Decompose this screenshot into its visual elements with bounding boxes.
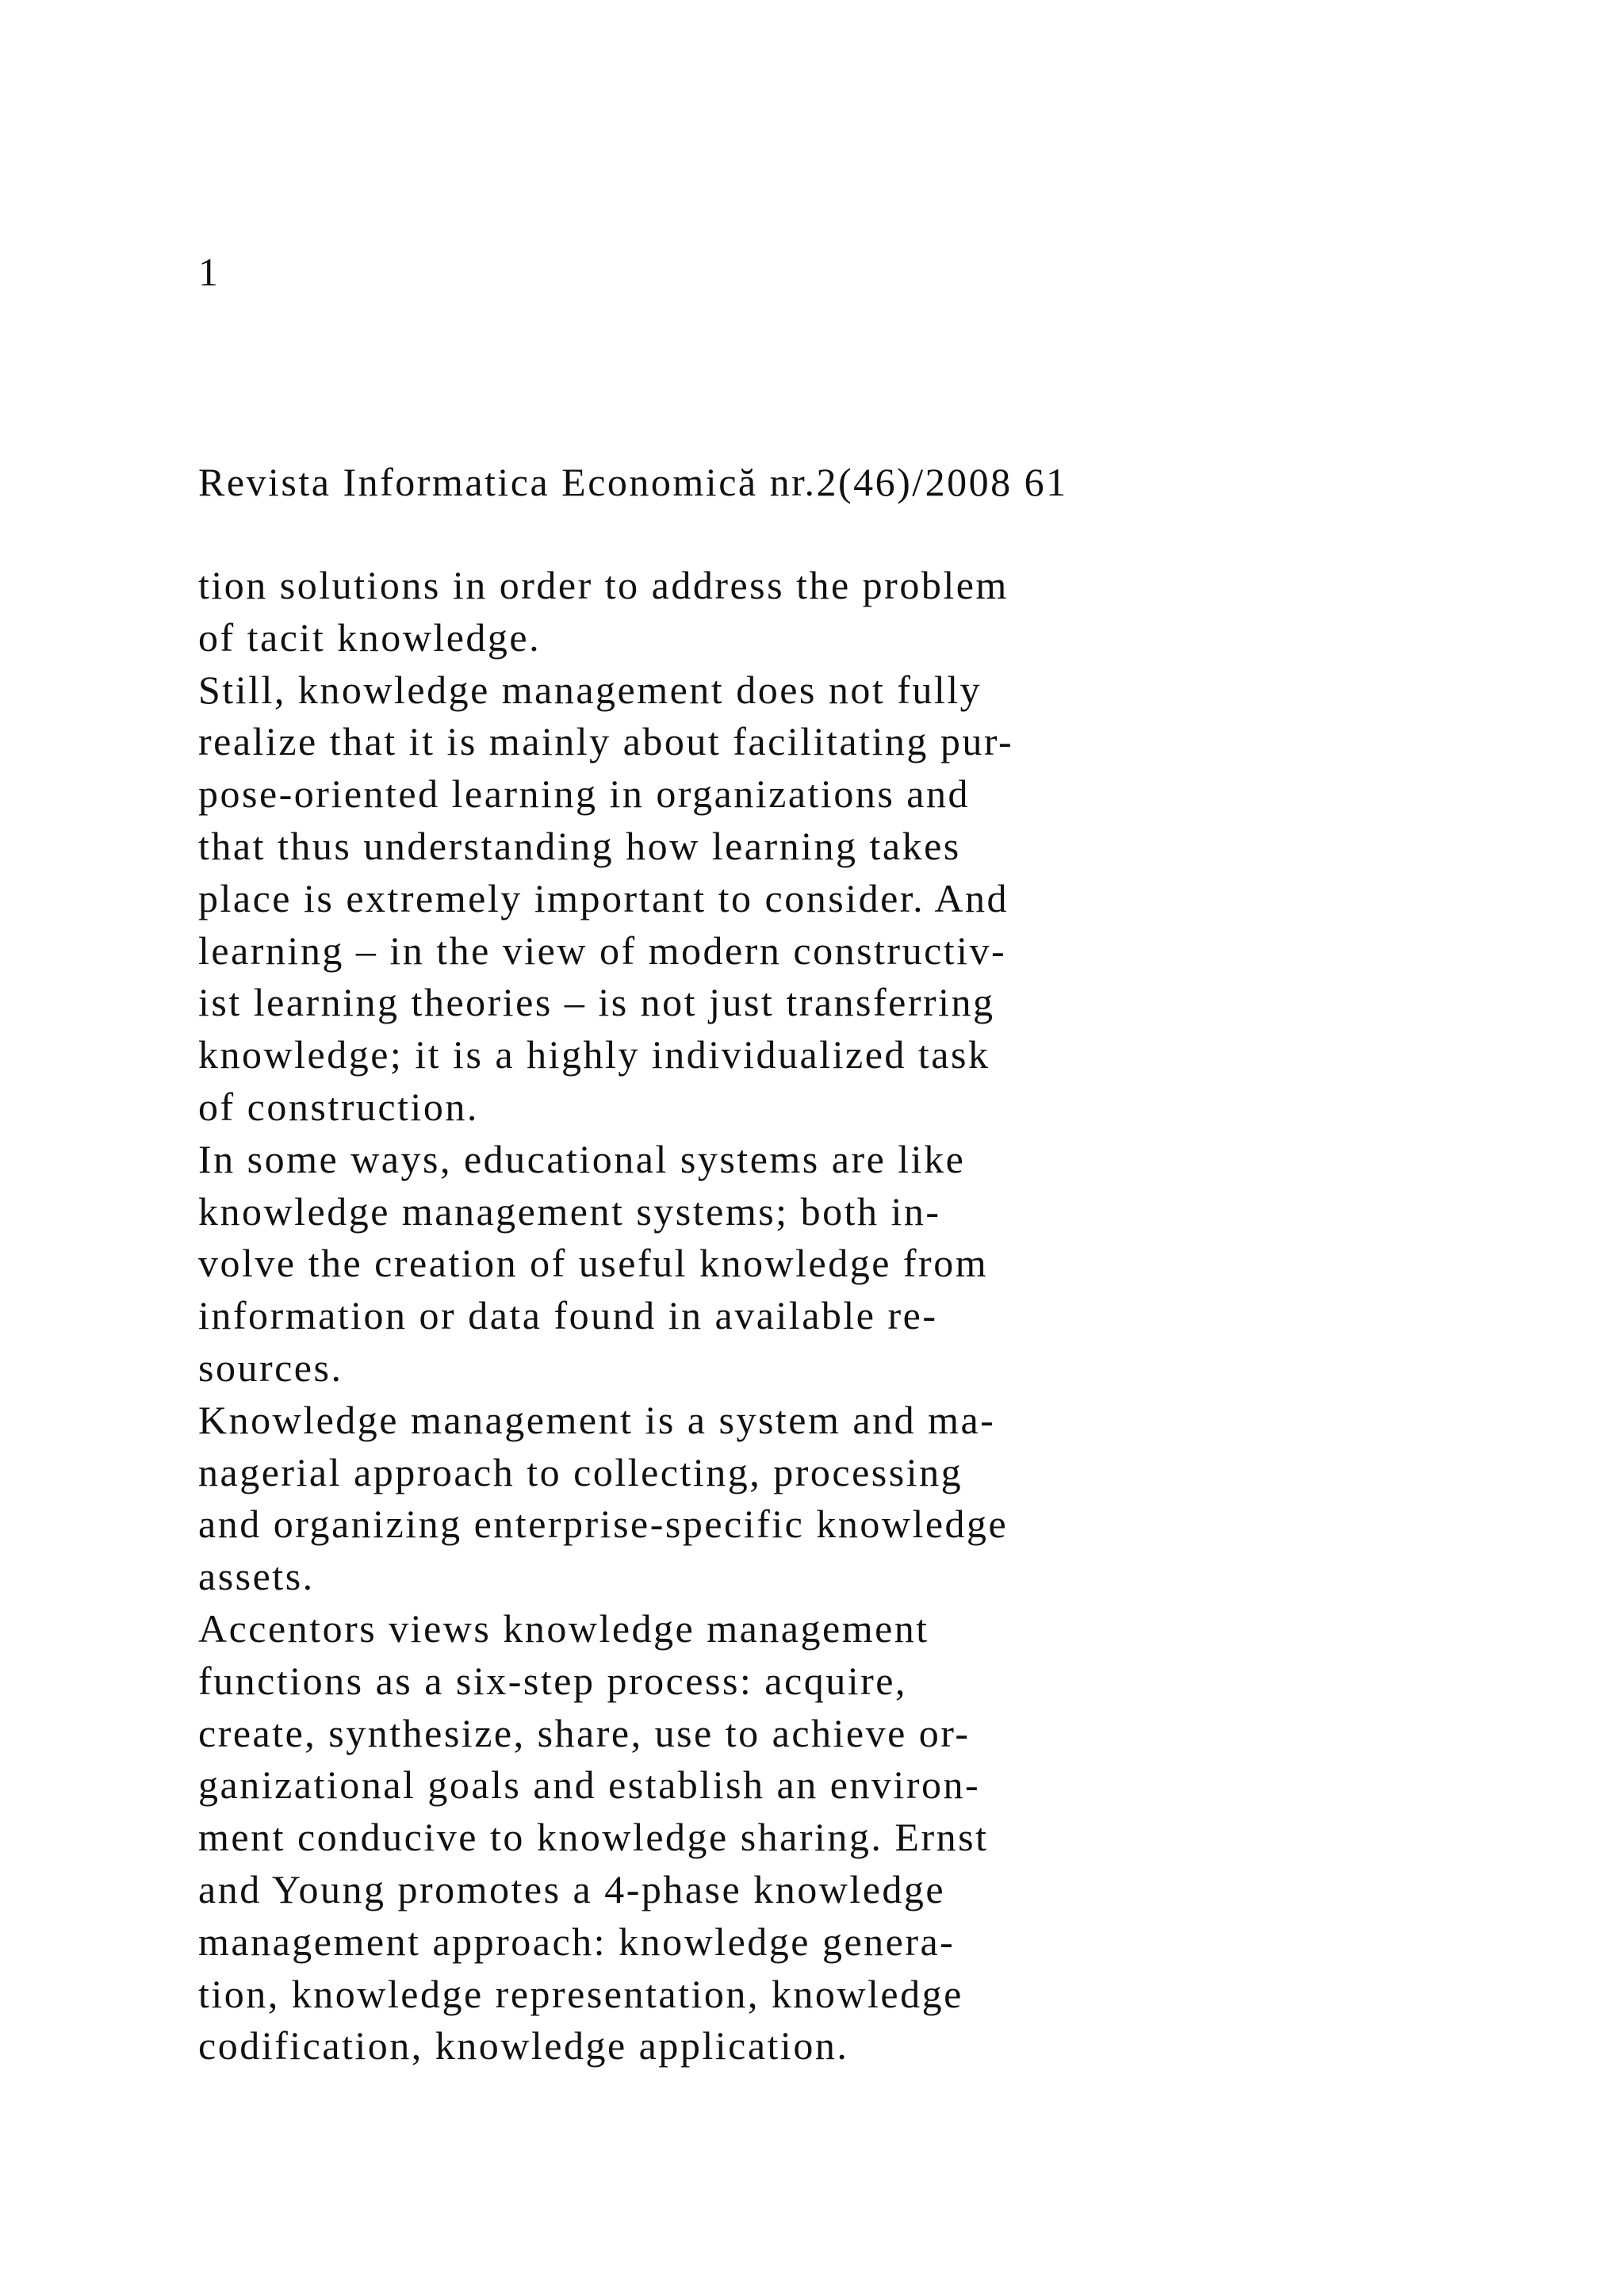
text-line: and Young promotes a 4-phase knowledge bbox=[198, 1866, 946, 1911]
text-line: of tacit knowledge. bbox=[198, 614, 542, 660]
text-line: learning – in the view of modern constructiv- bbox=[198, 928, 1007, 973]
text-line: functions as a six-step process: acquire, bbox=[198, 1658, 907, 1703]
page-number: 1 bbox=[198, 250, 218, 294]
text-line: tion, knowledge representation, knowledge bbox=[198, 1971, 963, 2016]
text-line: sources. bbox=[198, 1345, 343, 1390]
text-line: of construction. bbox=[198, 1084, 479, 1129]
text-line: information or data found in available re- bbox=[198, 1293, 938, 1338]
text-line: realize that it is mainly about facilitating pur- bbox=[198, 719, 1014, 764]
text-line: nagerial approach to collecting, processing bbox=[198, 1449, 963, 1494]
text-line: Still, knowledge management does not fully bbox=[198, 667, 982, 712]
text-line: In some ways, educational systems are like bbox=[198, 1136, 966, 1181]
text-line: management approach: knowledge genera- bbox=[198, 1919, 956, 1964]
text-line: and organizing enterprise-specific knowledge bbox=[198, 1502, 1009, 1547]
text-line: place is extremely important to consider. And bbox=[198, 875, 1009, 920]
text-line: ment conducive to knowledge sharing. Ernst bbox=[198, 1815, 989, 1860]
text-line: Knowledge management is a system and ma- bbox=[198, 1397, 996, 1442]
text-line: pose-oriented learning in organizations and bbox=[198, 771, 970, 817]
text-line: ist learning theories – is not just transferring bbox=[198, 980, 995, 1025]
text-line: Accentors views knowledge management bbox=[198, 1605, 929, 1651]
text-line: ganizational goals and establish an environ- bbox=[198, 1762, 981, 1808]
text-line: create, synthesize, share, use to achieve or- bbox=[198, 1710, 971, 1755]
text-line: that thus understanding how learning takes bbox=[198, 823, 961, 868]
text-line: codification, knowledge application. bbox=[198, 2023, 849, 2068]
text-line: volve the creation of useful knowledge from bbox=[198, 1241, 989, 1286]
text-line: knowledge; it is a highly individualized task bbox=[198, 1032, 990, 1077]
text-line: knowledge management systems; both in- bbox=[198, 1188, 941, 1234]
running-header: Revista Informatica Economică nr.2(46)/2008 61 bbox=[198, 460, 1068, 504]
text-line: tion solutions in order to address the problem bbox=[198, 563, 1009, 607]
body-text bbox=[198, 560, 1467, 2072]
text-line: assets. bbox=[198, 1554, 315, 1599]
